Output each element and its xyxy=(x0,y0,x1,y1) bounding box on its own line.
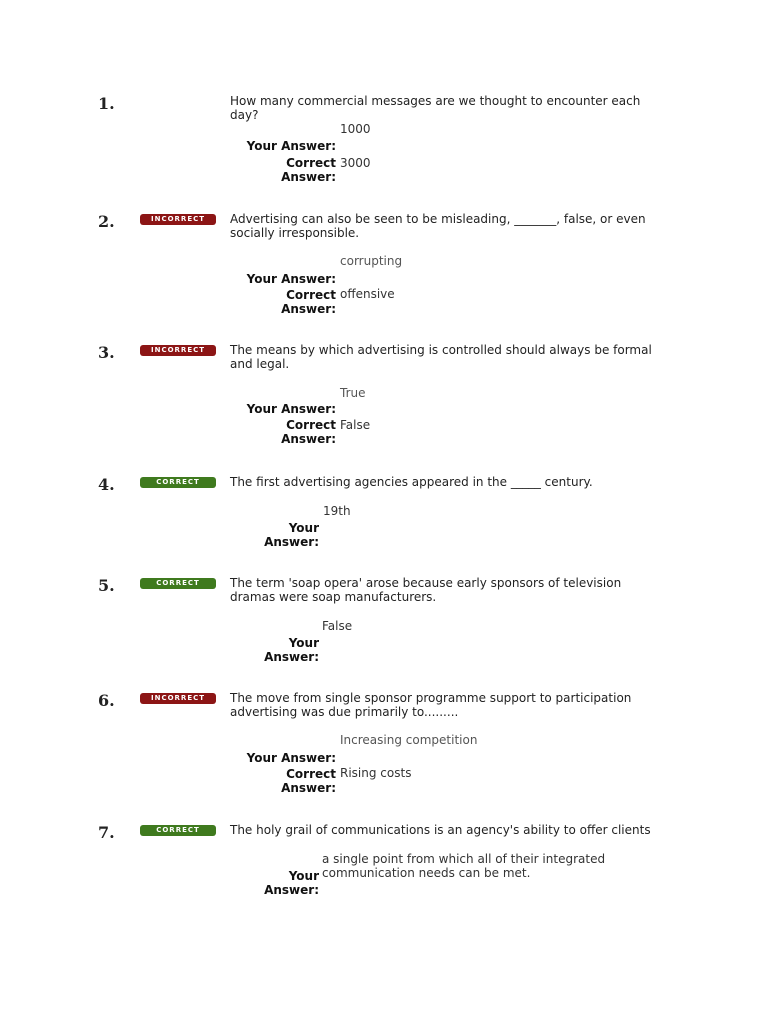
correct-answer-value: False xyxy=(340,418,371,432)
question-number: 4. xyxy=(98,475,115,494)
correct-answer-label: Correct Answer: xyxy=(281,418,336,446)
question-number: 7. xyxy=(98,823,115,842)
your-answer-value: a single point from which all of their integrated communication needs can be met. xyxy=(322,852,606,880)
your-answer-value: Increasing competition xyxy=(340,733,478,747)
your-answer-label: Your Answer: xyxy=(246,402,336,416)
question-text: The move from single sponsor programme support to participation advertising was due primarily to......... xyxy=(230,691,632,719)
question-text: The first advertising agencies appeared in the _____ century. xyxy=(230,475,593,489)
correct-badge: CORRECT xyxy=(140,477,216,488)
correct-answer-value: offensive xyxy=(340,287,395,301)
your-answer-value: 19th xyxy=(323,504,351,518)
correct-answer-value: 3000 xyxy=(340,156,371,170)
incorrect-badge: INCORRECT xyxy=(140,214,216,225)
question-text: The holy grail of communications is an agency's ability to offer clients xyxy=(230,823,651,837)
question-number: 3. xyxy=(98,343,115,362)
question-text: The means by which advertising is controlled should always be formal and legal. xyxy=(230,343,652,371)
your-answer-label: Your Answer: xyxy=(264,636,319,664)
question-number: 2. xyxy=(98,212,115,231)
question-number: 1. xyxy=(98,94,115,113)
question-text: The term 'soap opera' arose because early sponsors of television dramas were soap manufacturers. xyxy=(230,576,622,604)
your-answer-value: 1000 xyxy=(340,122,371,136)
your-answer-label: Your Answer: xyxy=(246,272,336,286)
question-number: 6. xyxy=(98,691,115,710)
your-answer-label: Your Answer: xyxy=(246,751,336,765)
correct-answer-label: Correct Answer: xyxy=(281,156,336,184)
incorrect-badge: INCORRECT xyxy=(140,693,216,704)
correct-answer-label: Correct Answer: xyxy=(281,767,336,795)
your-answer-label: Your Answer: xyxy=(264,869,319,897)
your-answer-value: corrupting xyxy=(340,254,403,268)
question-text: Advertising can also be seen to be misleading, _______, false, or even socially irresponsible. xyxy=(230,212,646,240)
incorrect-badge: INCORRECT xyxy=(140,345,216,356)
your-answer-value: False xyxy=(322,619,353,633)
correct-badge: CORRECT xyxy=(140,578,216,589)
question-text: How many commercial messages are we thought to encounter each day? xyxy=(230,94,641,122)
correct-answer-value: Rising costs xyxy=(340,766,412,780)
correct-answer-label: Correct Answer: xyxy=(281,288,336,316)
your-answer-label: Your Answer: xyxy=(264,521,319,549)
question-number: 5. xyxy=(98,576,115,595)
your-answer-label: Your Answer: xyxy=(246,139,336,153)
your-answer-value: True xyxy=(340,386,366,400)
correct-badge: CORRECT xyxy=(140,825,216,836)
